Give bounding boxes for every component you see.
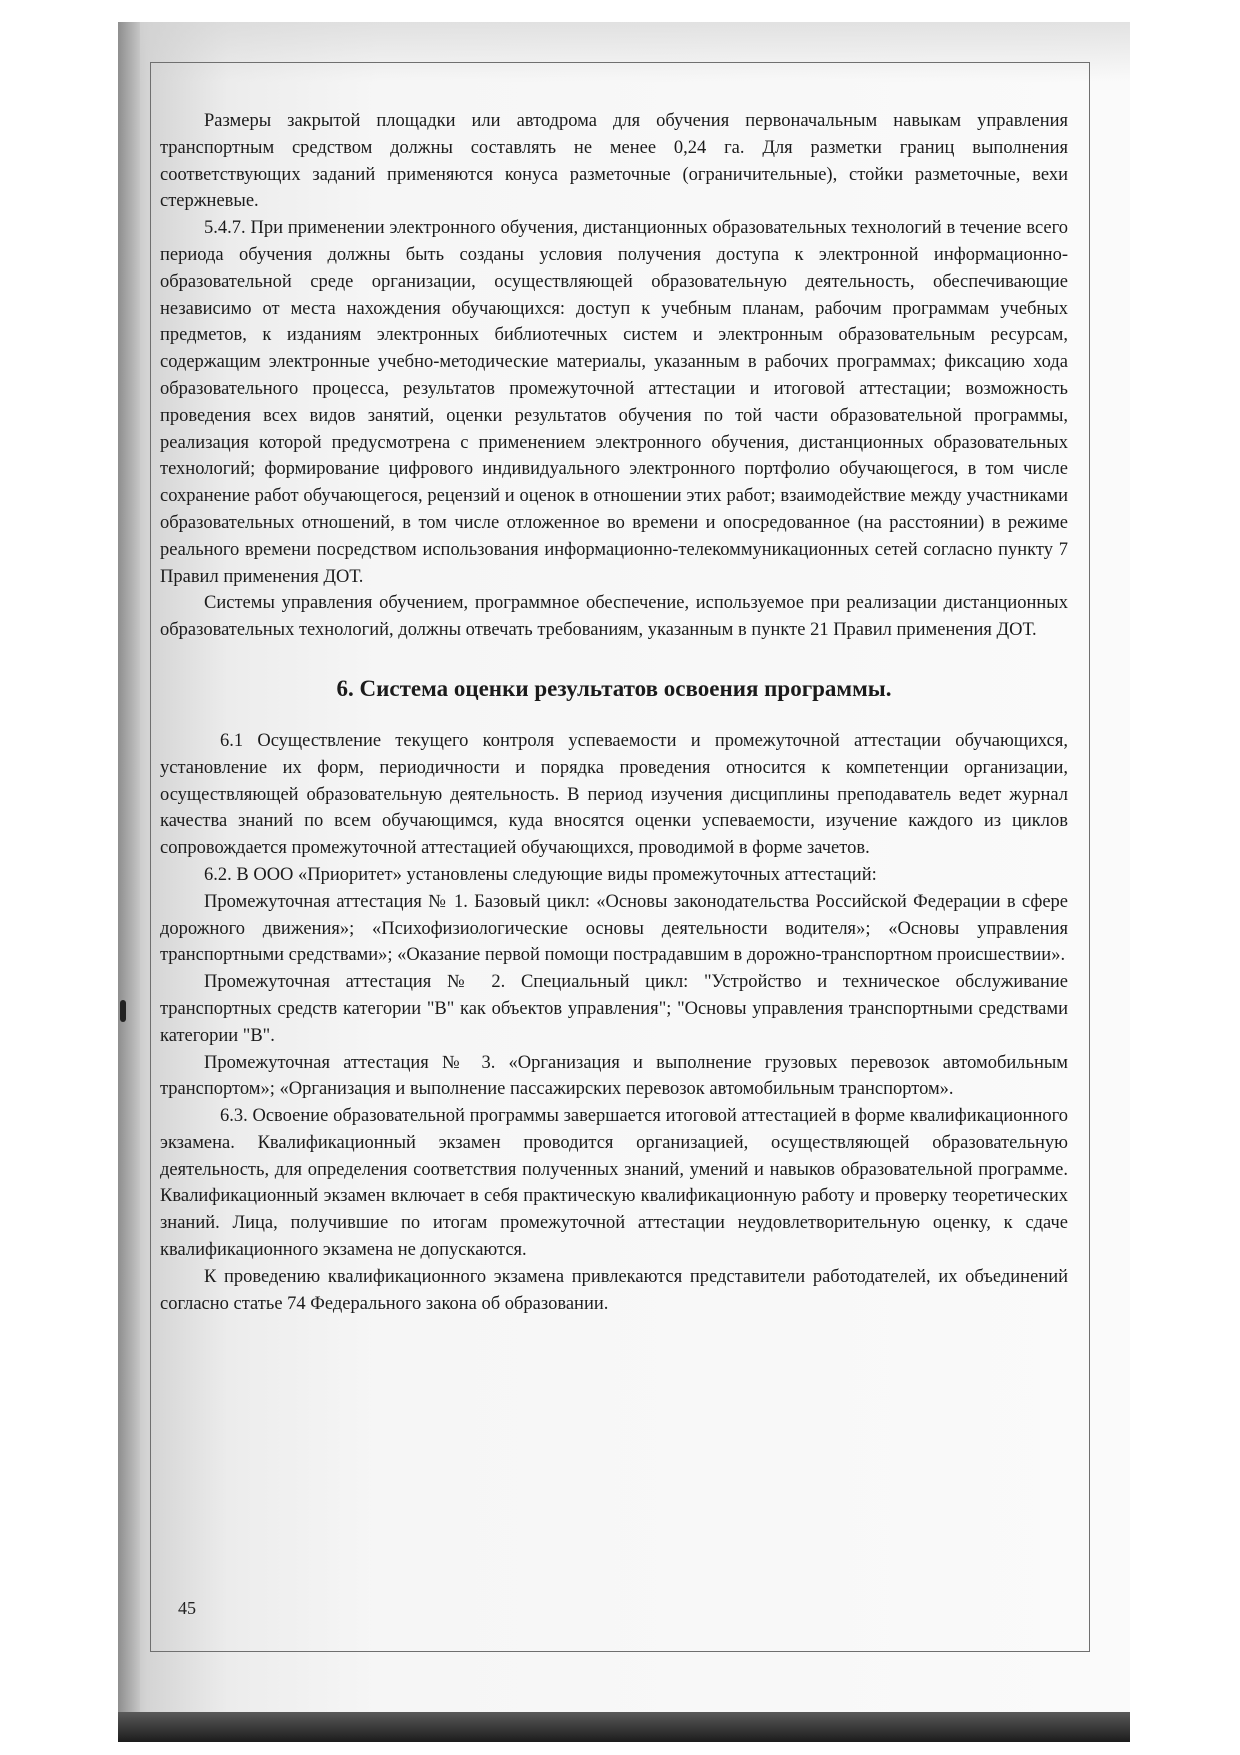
paragraph-employers: К проведению квалификационного экзамена привлекаются представители работодателей, их объединений согласно статье 74 Федерального закона об образовании. [160,1266,1068,1314]
paragraph-attestation-1: Промежуточная аттестация № 1. Базовый цикл: «Основы законодательства Российской Федерации в сфере дорожного движения»; «Психофизиологические основы деятельности водителя»; «Основы управления транспортными средствами»; «Оказание первой помощи пострадавшим в дорожно-транспортном происшествии». [160,891,1068,966]
paragraph-6-1: 6.1 Осуществление текущего контроля успеваемости и промежуточной аттестации обучающихся, установление их форм, периодичности и порядка проведения относится к компетенции организации, осуществляющей образовательную деятельность. В период изучения дисциплины преподаватель ведет журнал качества знаний по всем обучающимся, куда вносятся оценки успеваемости, изучение каждого из циклов сопровождается промежуточной аттестацией обучающихся, проводимой в форме зачетов. [160,730,1068,859]
paragraph-5-4-7: 5.4.7. При применении электронного обучения, дистанционных образовательных технологий в течение всего периода обучения должны быть созданы условия получения доступа к электронной информационно-образовательной среде организации, осуществляющей образовательную деятельность, обеспечивающие независимо от места нахождения обучающихся: доступ к учебным планам, рабочим программам учебных предметов, к изданиям электронных библиотечных систем и электронным образовательным ресурсам, содержащим электронные учебно-методические материалы, указанным в рабочих программах; фиксацию хода образовательного процесса, результатов промежуточной аттестации и итоговой аттестации; возможность проведения всех видов занятий, оценки результатов обучения по той части образовательной программы, реализация которой предусмотрена с применением электронного обучения, дистанционных образовательных технологий; формирование цифрового индивидуального электронного портфолио обучающегося, в том числе сохранение работ обучающегося, рецензий и оценок в отношении этих работ; взаимодействие между участниками образовательных отношений, в том числе отложенное во времени и опосредованное (на расстоянии) в режиме реального времени посредством использования информационно-телекоммуникационных сетей согласно пункту 7 Правил применения ДОТ. [160,218,1068,587]
binder-hole-mark [120,1000,126,1022]
scan-bottom-shadow [118,1712,1130,1742]
paragraph-attestation-2: Промежуточная аттестация № 2. Специальный цикл: "Устройство и техническое обслуживание транспортных средств категории "В" как объектов управления"; "Основы управления транспортными средствами категории "В". [160,972,1068,1046]
paragraph-lms: Системы управления обучением, программное обеспечение, используемое при реализации дистанционных образовательных технологий, должны отвечать требованиям, указанным в пункте 21 Правил применения ДОТ. [160,593,1068,641]
paragraph-6-3: 6.3. Освоение образовательной программы завершается итоговой аттестацией в форме квалификационного экзамена. Квалификационный экзамен проводится организацией, осуществляющей образовательную деятельность, для определения соответствия полученных знаний, умений и навыков образовательной программе. Квалификационный экзамен включает в себя практическую квалификационную работу и проверку теоретических знаний. Лица, получившие по итогам промежуточной аттестации неудовлетворительную оценку, к сдаче квалификационного экзамена не допускаются. [160,1106,1068,1261]
section-heading: 6. Система оценки результатов освоения программы. [336,675,892,701]
page-number: 45 [178,1598,196,1618]
document-body [160,108,1068,1317]
paragraph-site-requirements: Размеры закрытой площадки или автодрома для обучения первоначальным навыкам управления транспортным средством должны составлять не менее 0,24 га. Для разметки границ выполнения соответствующих заданий применяются конуса разметочные (ограничительные), стойки разметочные, вехи стержневые. [160,111,1068,212]
paragraph-attestation-3: Промежуточная аттестация № 3. «Организация и выполнение грузовых перевозок автомобильным транспортом»; «Организация и выполнение пассажирских перевозок автомобильным транспортом». [160,1052,1068,1100]
paragraph-6-2: 6.2. В ООО «Приоритет» установлены следующие виды промежуточных аттестаций: [204,864,877,885]
binding-spine [118,22,140,1742]
